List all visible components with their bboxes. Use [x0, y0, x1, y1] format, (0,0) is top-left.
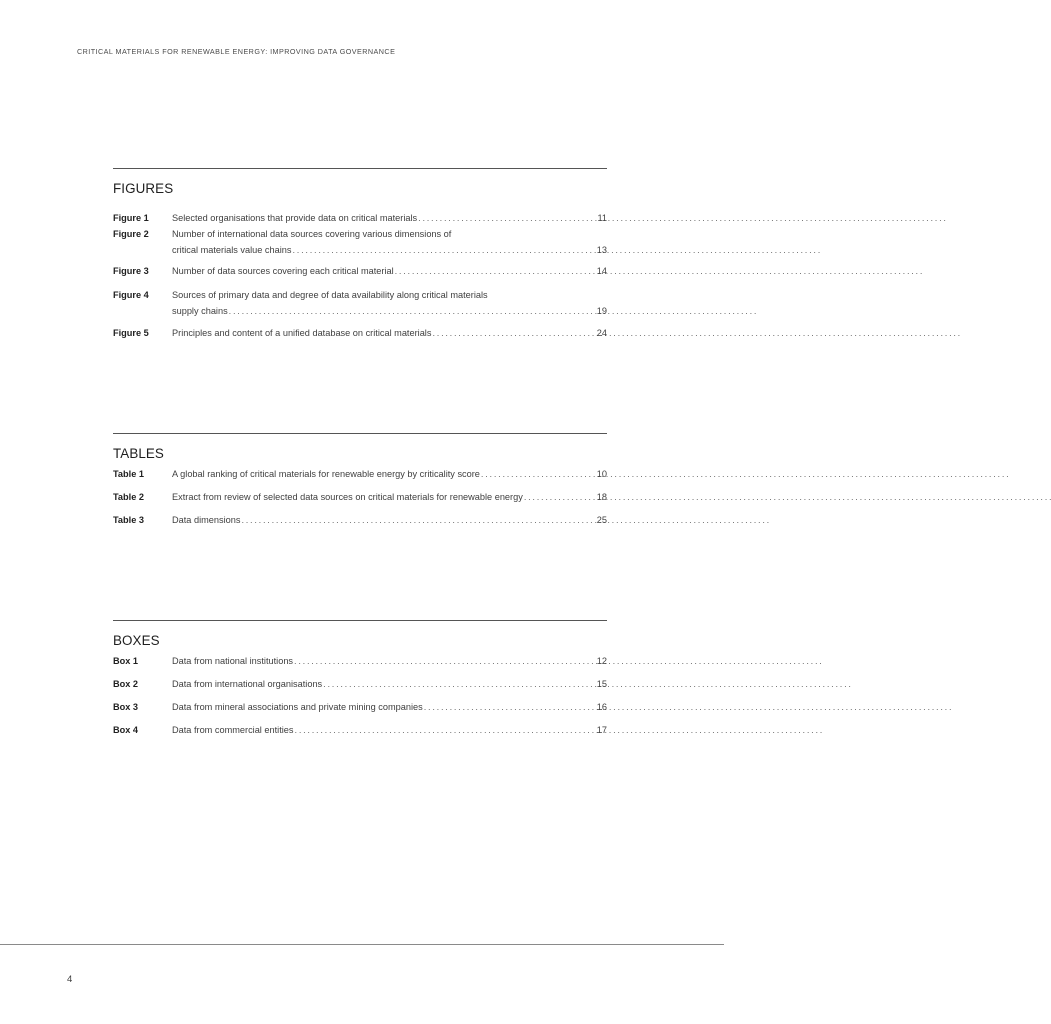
dot-leader	[241, 514, 595, 526]
entry-title: Number of international data sources covering various dimensions of	[172, 229, 452, 239]
entry-label: Table 1	[113, 469, 144, 479]
tables-section	[113, 433, 607, 543]
section-heading: BOXES	[113, 633, 160, 648]
entry-label: Box 1	[113, 656, 139, 666]
entry-label: Box 3	[113, 702, 139, 712]
entry-label: Figure 2	[113, 229, 149, 239]
entry-title: Sources of primary data and degree of data availability along critical materials	[172, 290, 488, 300]
entry-label: Box 2	[113, 679, 139, 689]
page-number: 18	[596, 492, 607, 502]
section-heading: FIGURES	[113, 181, 174, 196]
dot-leader	[481, 468, 596, 480]
page-number: 12	[596, 656, 607, 666]
dot-leader	[424, 701, 596, 713]
footer-divider	[0, 944, 724, 945]
entry-title: Number of data sources covering each critical material	[172, 266, 394, 276]
boxes-section	[113, 620, 607, 740]
page-number: 24	[596, 328, 607, 338]
dot-leader	[418, 212, 596, 224]
dot-leader	[292, 244, 595, 256]
entry-title: Data from international organisations	[172, 679, 323, 689]
page-number: 10	[596, 469, 607, 479]
section-heading: TABLES	[113, 446, 164, 461]
page-number: 25	[596, 515, 607, 525]
section-divider	[113, 433, 607, 434]
dot-leader	[323, 678, 596, 690]
entry-title-continued: critical materials value chains	[172, 245, 292, 255]
figures-section	[113, 168, 607, 358]
entry-title: A global ranking of critical materials for renewable energy by criticality score	[172, 469, 480, 479]
dot-leader	[294, 655, 596, 667]
entry-title: Extract from review of selected data sources on critical materials for renewable energy	[172, 492, 523, 502]
entry-title: Selected organisations that provide data on critical materials	[172, 213, 418, 223]
entry-title: Data from mineral associations and private mining companies	[172, 702, 423, 712]
dot-leader	[524, 491, 596, 503]
running-header: CRITICAL MATERIALS FOR RENEWABLE ENERGY: IMPROVING DATA GOVERNANCE	[77, 47, 396, 56]
entry-title: Data from national institutions	[172, 656, 294, 666]
entry-label: Table 3	[113, 515, 144, 525]
entry-label: Figure 4	[113, 290, 149, 300]
entry-title-continued: supply chains	[172, 306, 228, 316]
entry-label: Figure 5	[113, 328, 149, 338]
entry-label: Table 2	[113, 492, 144, 502]
dot-leader	[432, 327, 595, 339]
section-divider	[113, 168, 607, 169]
entry-label: Figure 3	[113, 266, 149, 276]
page-number: 19	[596, 306, 607, 316]
page-number: 11	[597, 213, 607, 223]
entry-title: Principles and content of a unified database on critical materials	[172, 328, 432, 338]
entry-title: Data dimensions	[172, 515, 241, 525]
page-number: 17	[596, 725, 607, 735]
dot-leader	[395, 265, 596, 277]
dot-leader	[295, 724, 596, 736]
dot-leader	[229, 305, 596, 317]
page-number: 15	[596, 679, 607, 689]
section-divider	[113, 620, 607, 621]
page-number: 13	[596, 245, 607, 255]
entry-label: Box 4	[113, 725, 139, 735]
page-number: 14	[596, 266, 607, 276]
page-folio: 4	[67, 974, 73, 985]
page-number: 16	[596, 702, 607, 712]
entry-title: Data from commercial entities	[172, 725, 294, 735]
entry-label: Figure 1	[113, 213, 149, 223]
